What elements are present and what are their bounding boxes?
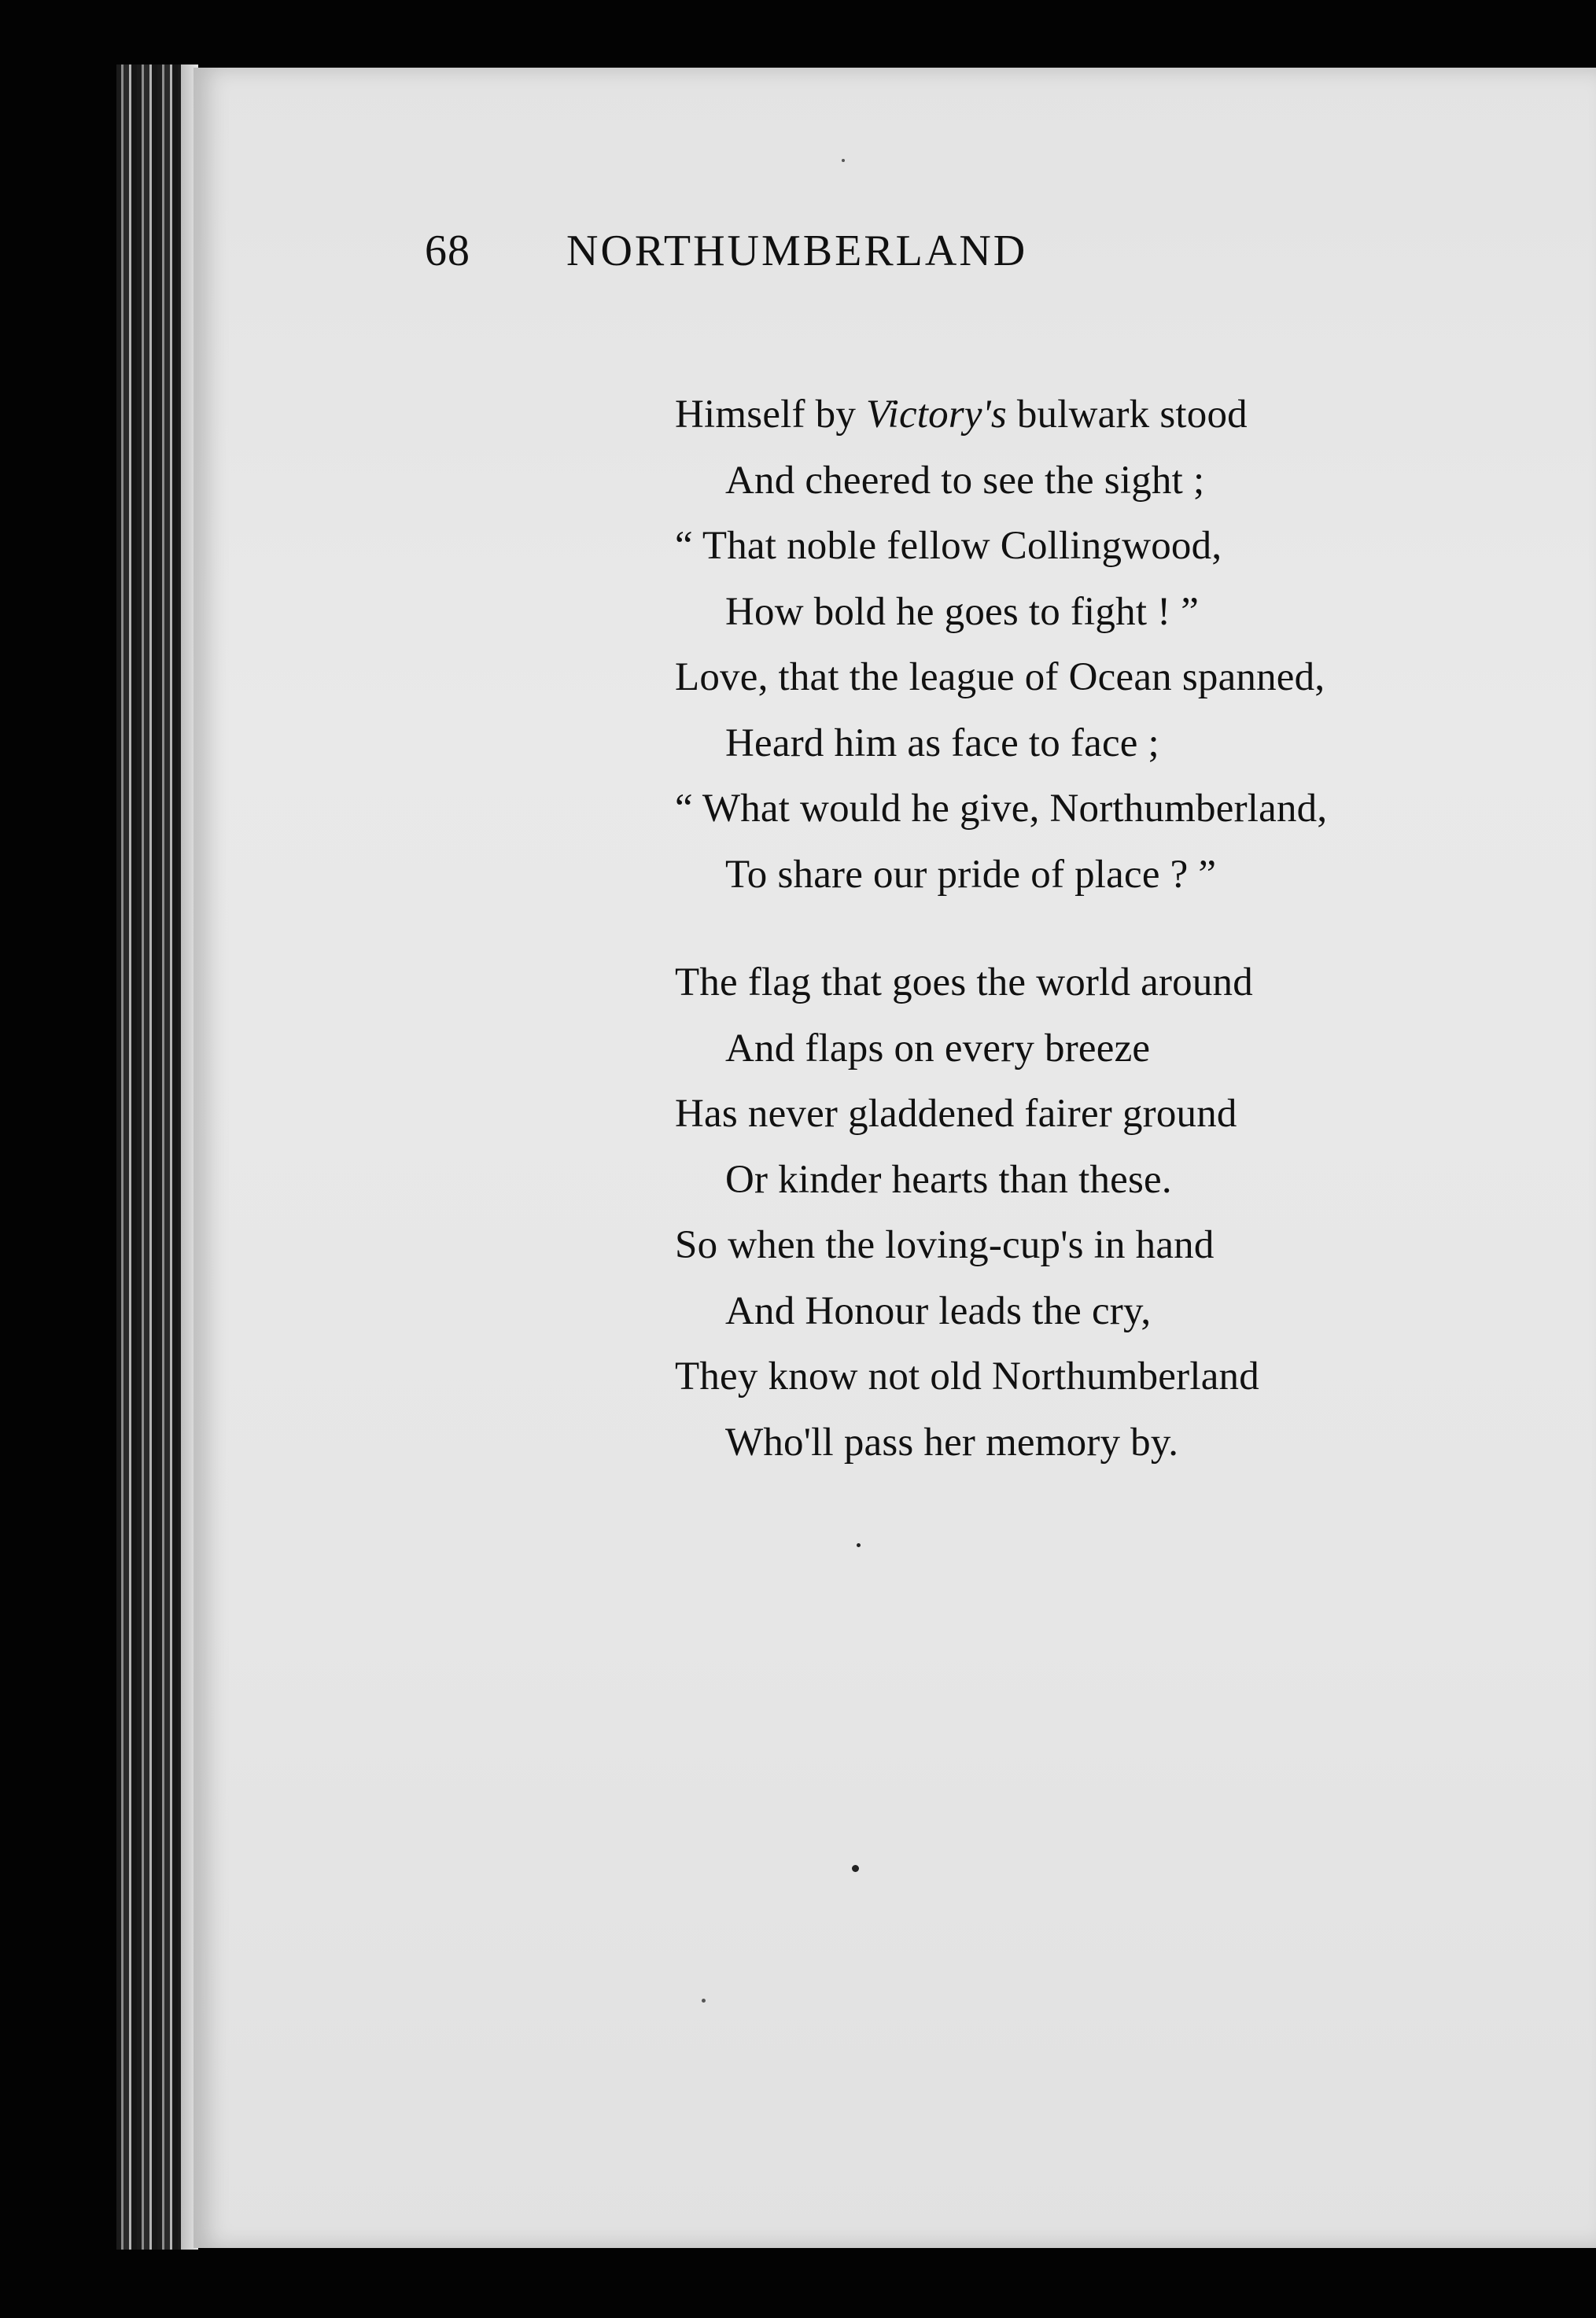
poem-line: So when the loving-cup's in hand xyxy=(675,1223,1215,1267)
book-page-edges xyxy=(116,64,198,2250)
paper-speck xyxy=(852,1865,859,1872)
poem-line-text: bulwark stood xyxy=(1006,392,1248,437)
poem-line: How bold he goes to fight ! ” xyxy=(725,589,1200,634)
poem-line: And cheered to see the sight ; xyxy=(725,458,1205,503)
poem-line: To share our pride of place ? ” xyxy=(725,852,1217,897)
poem-line: “ That noble fellow Collingwood, xyxy=(675,524,1222,568)
poem-text xyxy=(675,382,1461,1518)
running-head xyxy=(425,226,1196,336)
paper-speck xyxy=(702,1999,706,2003)
poem-stanza-1 xyxy=(675,382,1461,908)
poem-line: Heard him as face to face ; xyxy=(725,720,1159,765)
italic-ship-name: Victory's xyxy=(866,392,1007,437)
poem-line: Love, that the league of Ocean spanned, xyxy=(675,655,1325,699)
paper-speck xyxy=(842,159,845,162)
poem-line: And Honour leads the cry, xyxy=(725,1288,1152,1333)
poem-line: Has never gladdened fairer ground xyxy=(675,1092,1237,1136)
poem-line: Who'll pass her memory by. xyxy=(725,1420,1179,1465)
poem-line xyxy=(675,382,1461,448)
page-number: 68 xyxy=(425,227,470,275)
poem-line: The flag that goes the world around xyxy=(675,960,1253,1004)
poem-line-text: Himself by xyxy=(675,392,867,437)
poem-line: “ What would he give, Northumberland, xyxy=(675,787,1328,831)
poem-line: And flaps on every breeze xyxy=(725,1026,1151,1071)
poem-line: Or kinder hearts than these. xyxy=(725,1157,1172,1202)
poem-stanza-2 xyxy=(675,950,1461,1476)
paper-speck xyxy=(857,1543,861,1547)
poem-line: They know not old Northumberland xyxy=(675,1354,1259,1399)
running-header-title: NORTHUMBERLAND xyxy=(566,227,1028,275)
